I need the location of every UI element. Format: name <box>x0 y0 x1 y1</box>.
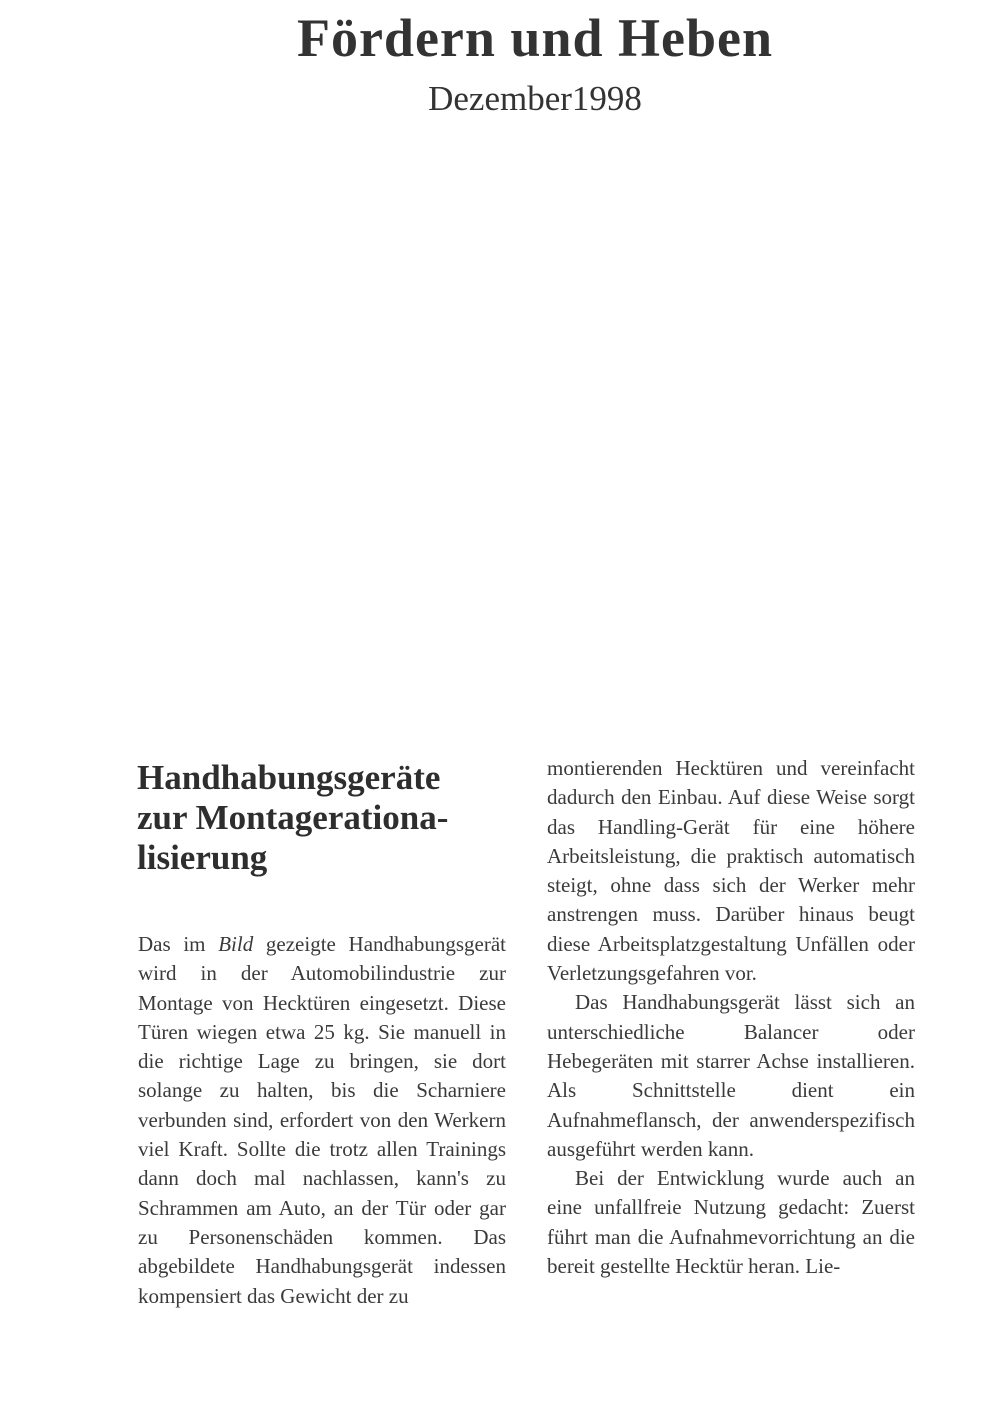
paragraph-3: Bei der Entwicklung wurde auch an eine unfallfreie Nutzung gedacht: Zuerst führt man die Aufnahmevorrichtung an die bereit gestellte Hecktür heran. Lie- <box>547 1166 915 1279</box>
article-column-left <box>138 930 506 1311</box>
paragraph-1-rest: gezeigte Handhabungsgerät wird in der Automobilindustrie zur Montage von Hecktüren eingesetzt. Diese Türen wiegen etwa 25 kg. Sie manuell in die richtige Lage zu bringen, sie dort solange zu halten, bis die Scharniere verbunden sind, erfordert von den Werkern viel Kraft. Sollte die trotz allen Trainings dann doch mal nachlassen, kann's zu Schrammen am Auto, an der Tür oder gar zu Personenschäden kommen. Das abgebildete Handhabungsgerät indessen kompensiert das Gewicht der zu <box>138 932 507 1308</box>
paragraph-2: Das Handhabungsgerät lässt sich an unterschiedliche Balancer oder Hebegeräten mit starrer Achse installieren. Als Schnittstelle dient ein Aufnahmeflansch, der anwenderspezifisch ausgeführt werden kann. <box>547 990 915 1161</box>
article-headline <box>137 758 517 878</box>
paragraph-1-continued: montierenden Hecktüren und vereinfacht dadurch den Einbau. Auf diese Weise sorgt das Handling-Gerät für eine höhere Arbeitsleistung, die praktisch automatisch steigt, ohne dass sich der Werker mehr anstrengen muss. Darüber hinaus beugt diese Arbeitsplatzgestaltung Unfällen oder Verletzungsgefahren vor. <box>547 756 915 986</box>
figure-reference: Bild <box>218 932 254 956</box>
masthead <box>0 8 1000 120</box>
headline-line-3: lisierung <box>137 838 268 877</box>
paragraph-1-start: Das im <box>138 932 219 956</box>
paragraph-1 <box>138 930 506 1311</box>
article-column-right <box>547 754 915 1281</box>
magazine-title: Fördern und Heben <box>296 8 774 68</box>
headline-line-2: zur Montagerationa- <box>137 798 449 837</box>
headline-line-1: Handhabungsgeräte <box>137 758 441 797</box>
issue-date: Dezember1998 <box>428 79 642 118</box>
